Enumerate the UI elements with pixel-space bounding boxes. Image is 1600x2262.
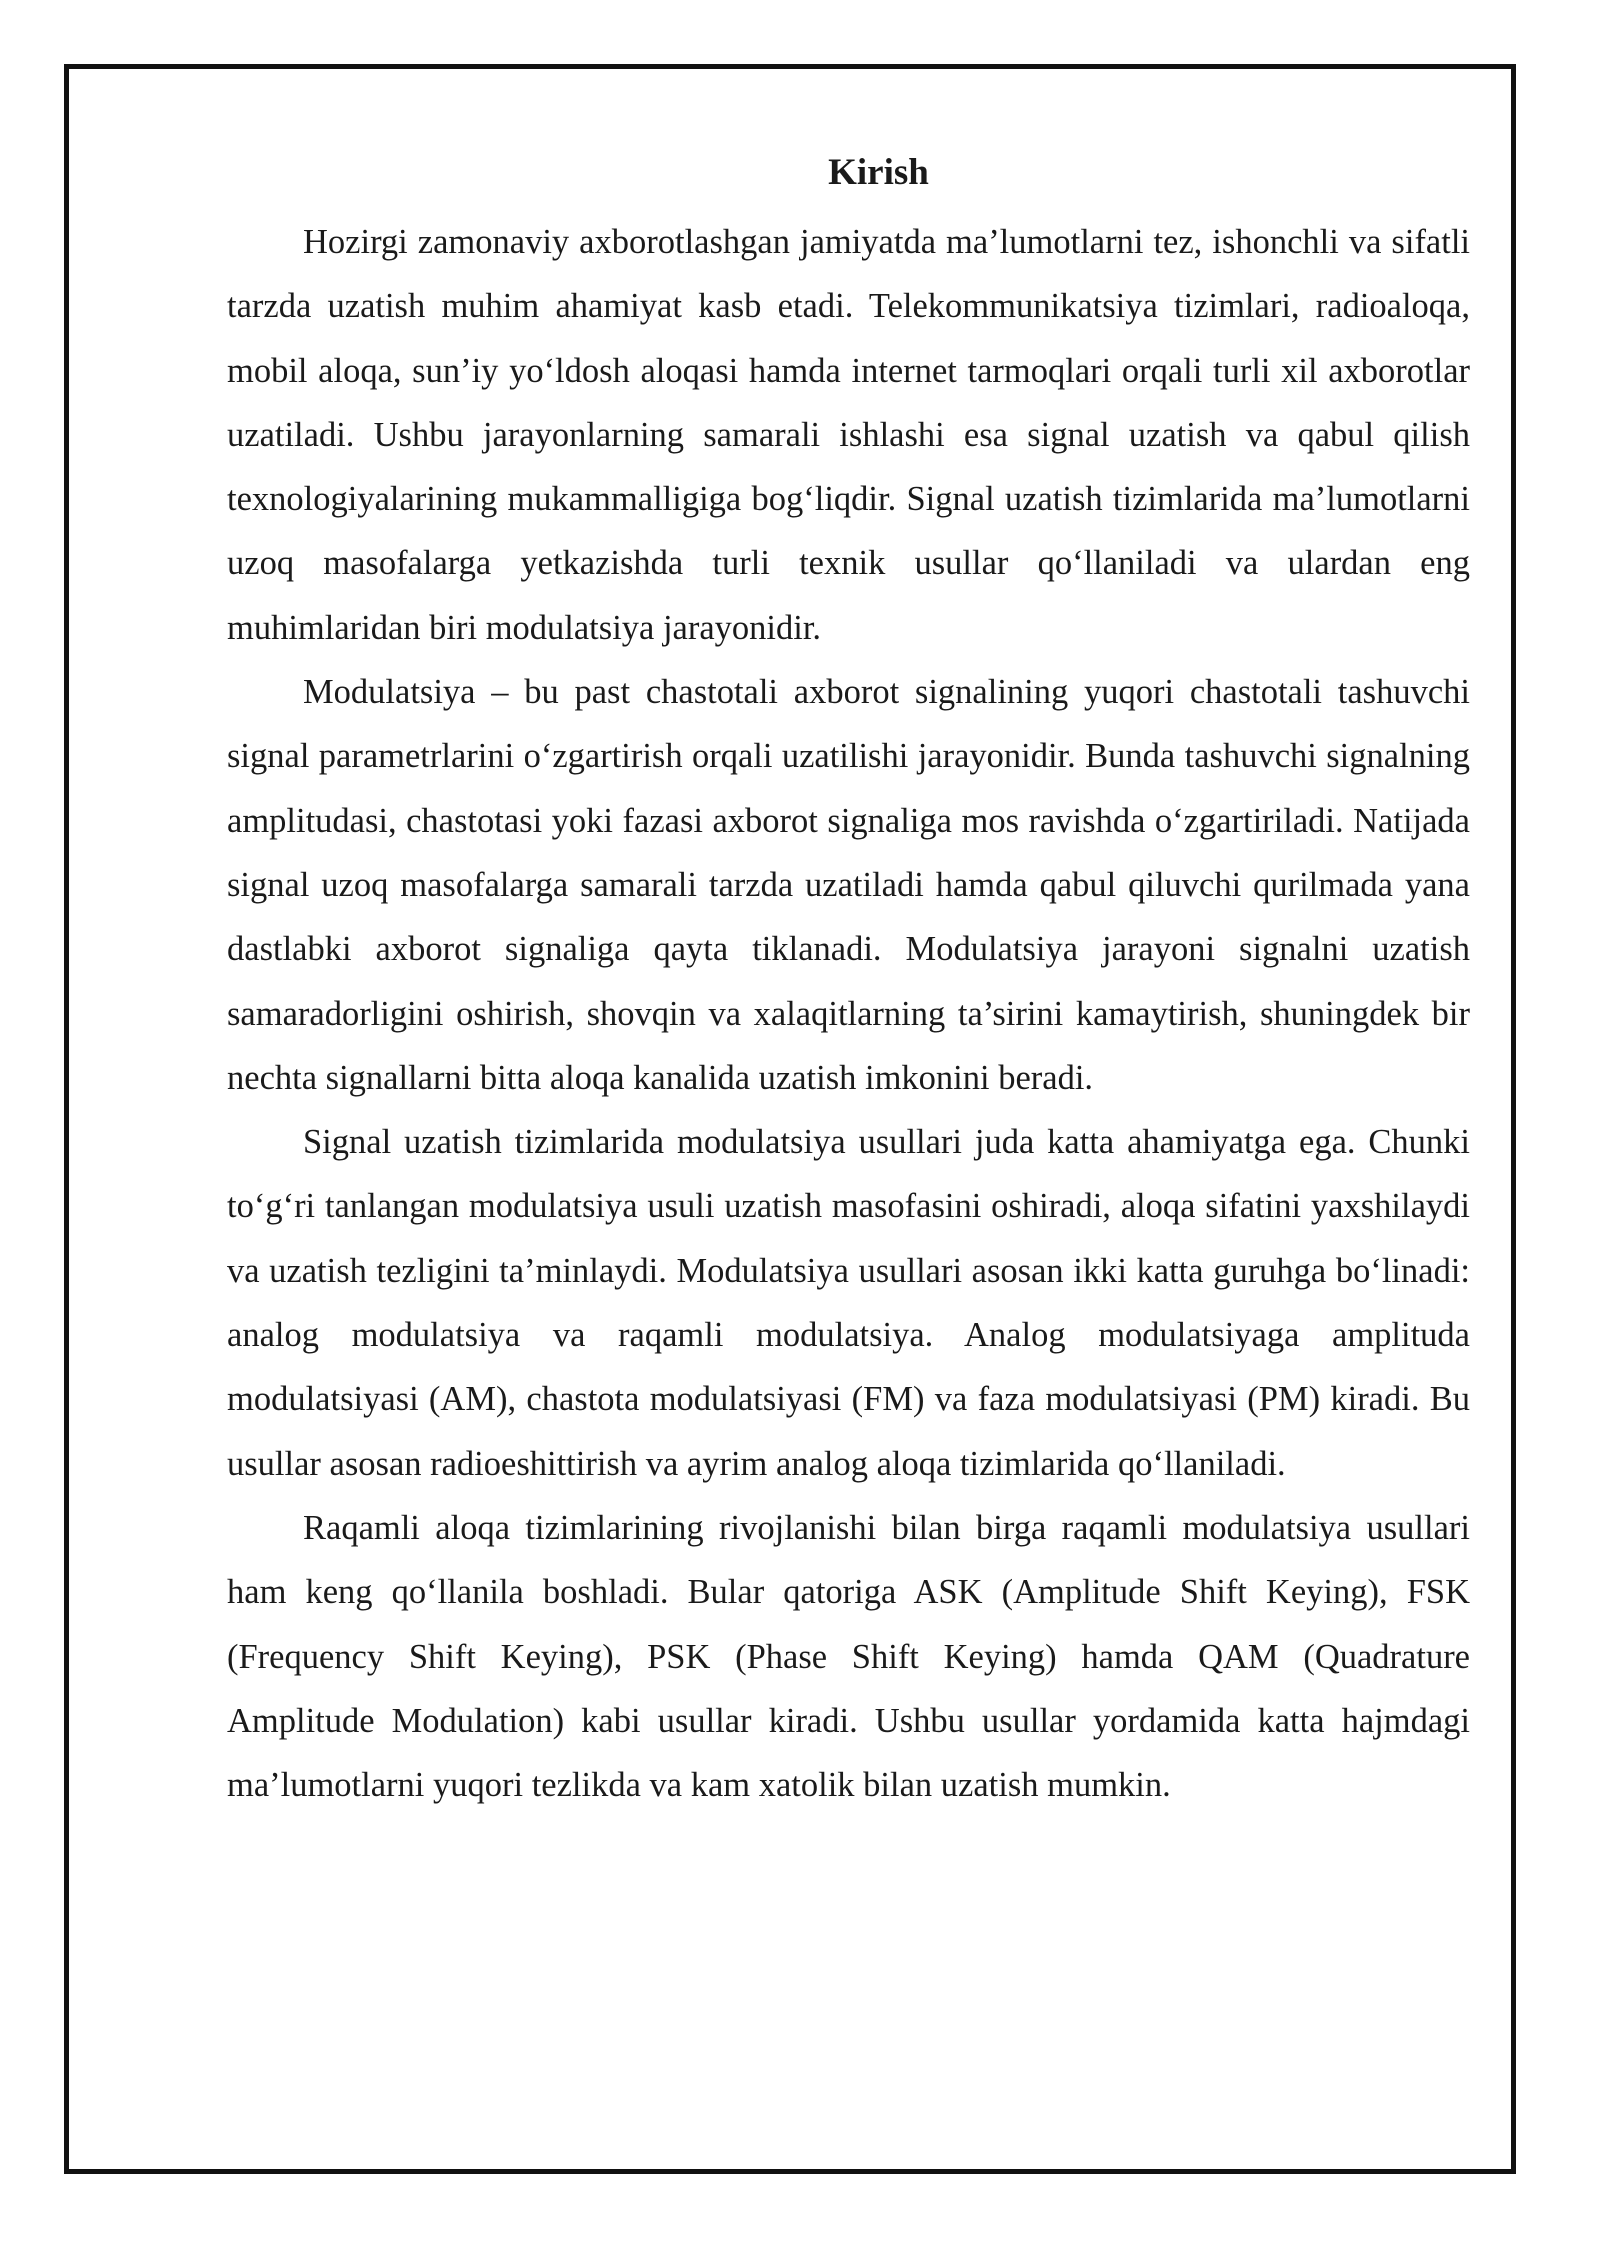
paragraph-3: Signal uzatish tizimlarida modulatsiya usullari juda katta ahamiyatga ega. Chunki to‘g‘ri tanlangan modulatsiya usuli uzatish masofasini oshiradi, aloqa sifatini yaxshilaydi va uzatish tezligini ta’minlaydi. Modulatsiya usullari asosan ikki katta guruhga bo‘linadi: analog modulatsiya va raqamli modulatsiya. Analog modulatsiyaga amplituda modulatsiyasi (AM), chastota modulatsiyasi (FM) va faza modulatsiyasi (PM) kiradi. Bu usullar asosan radioeshittirish va ayrim analog aloqa tizimlarida qo‘llaniladi.	[227, 1123, 1470, 1483]
paragraph-4: Raqamli aloqa tizimlarining rivojlanishi bilan birga raqamli modulatsiya usullari ham keng qo‘llanila boshladi. Bular qatoriga ASK (Amplitude Shift Keying), FSK (Frequency Shift Keying), PSK (Phase Shift Keying) hamda QAM (Quadrature Amplitude Modulation) kabi usullar kiradi. Ushbu usullar yordamida katta hajmdagi ma’lumotlarni yuqori tezlikda va kam xatolik bilan uzatish mumkin.	[227, 1508, 1470, 1805]
document-body	[227, 148, 1470, 1817]
paragraph-1: Hozirgi zamonaviy axborotlashgan jamiyatda ma’lumotlarni tez, ishonchli va sifatli tarzda uzatish muhim ahamiyat kasb etadi. Telekommunikatsiya tizimlari, radioaloqa, mobil aloqa, sun’iy yo‘ldosh aloqasi hamda internet tarmoqlari orqali turli xil axborotlar uzatiladi. Ushbu jarayonlarning samarali ishlashi esa signal uzatish va qabul qilish texnologiyalarining mukammalligiga bog‘liqdir. Signal uzatish tizimlarida ma’lumotlarni uzoq masofalarga yetkazishda turli texnik usullar qo‘llaniladi va ulardan eng muhimlaridan biri modulatsiya jarayonidir.	[227, 223, 1470, 647]
document-title: Kirish	[828, 152, 929, 193]
paragraph-2: Modulatsiya – bu past chastotali axborot signalining yuqori chastotali tashuvchi signal parametrlarini o‘zgartirish orqali uzatilishi jarayonidir. Bunda tashuvchi signalning amplitudasi, chastotasi yoki fazasi axborot signaliga mos ravishda o‘zgartiriladi. Natijada signal uzoq masofalarga samarali tarzda uzatiladi hamda qabul qiluvchi qurilmada yana dastlabki axborot signaliga qayta tiklanadi. Modulatsiya jarayoni signalni uzatish samaradorligini oshirish, shovqin va xalaqitlarning ta’sirini kamaytirish, shuningdek bir nechta signallarni bitta aloqa kanalida uzatish imkonini beradi.	[227, 673, 1470, 1097]
